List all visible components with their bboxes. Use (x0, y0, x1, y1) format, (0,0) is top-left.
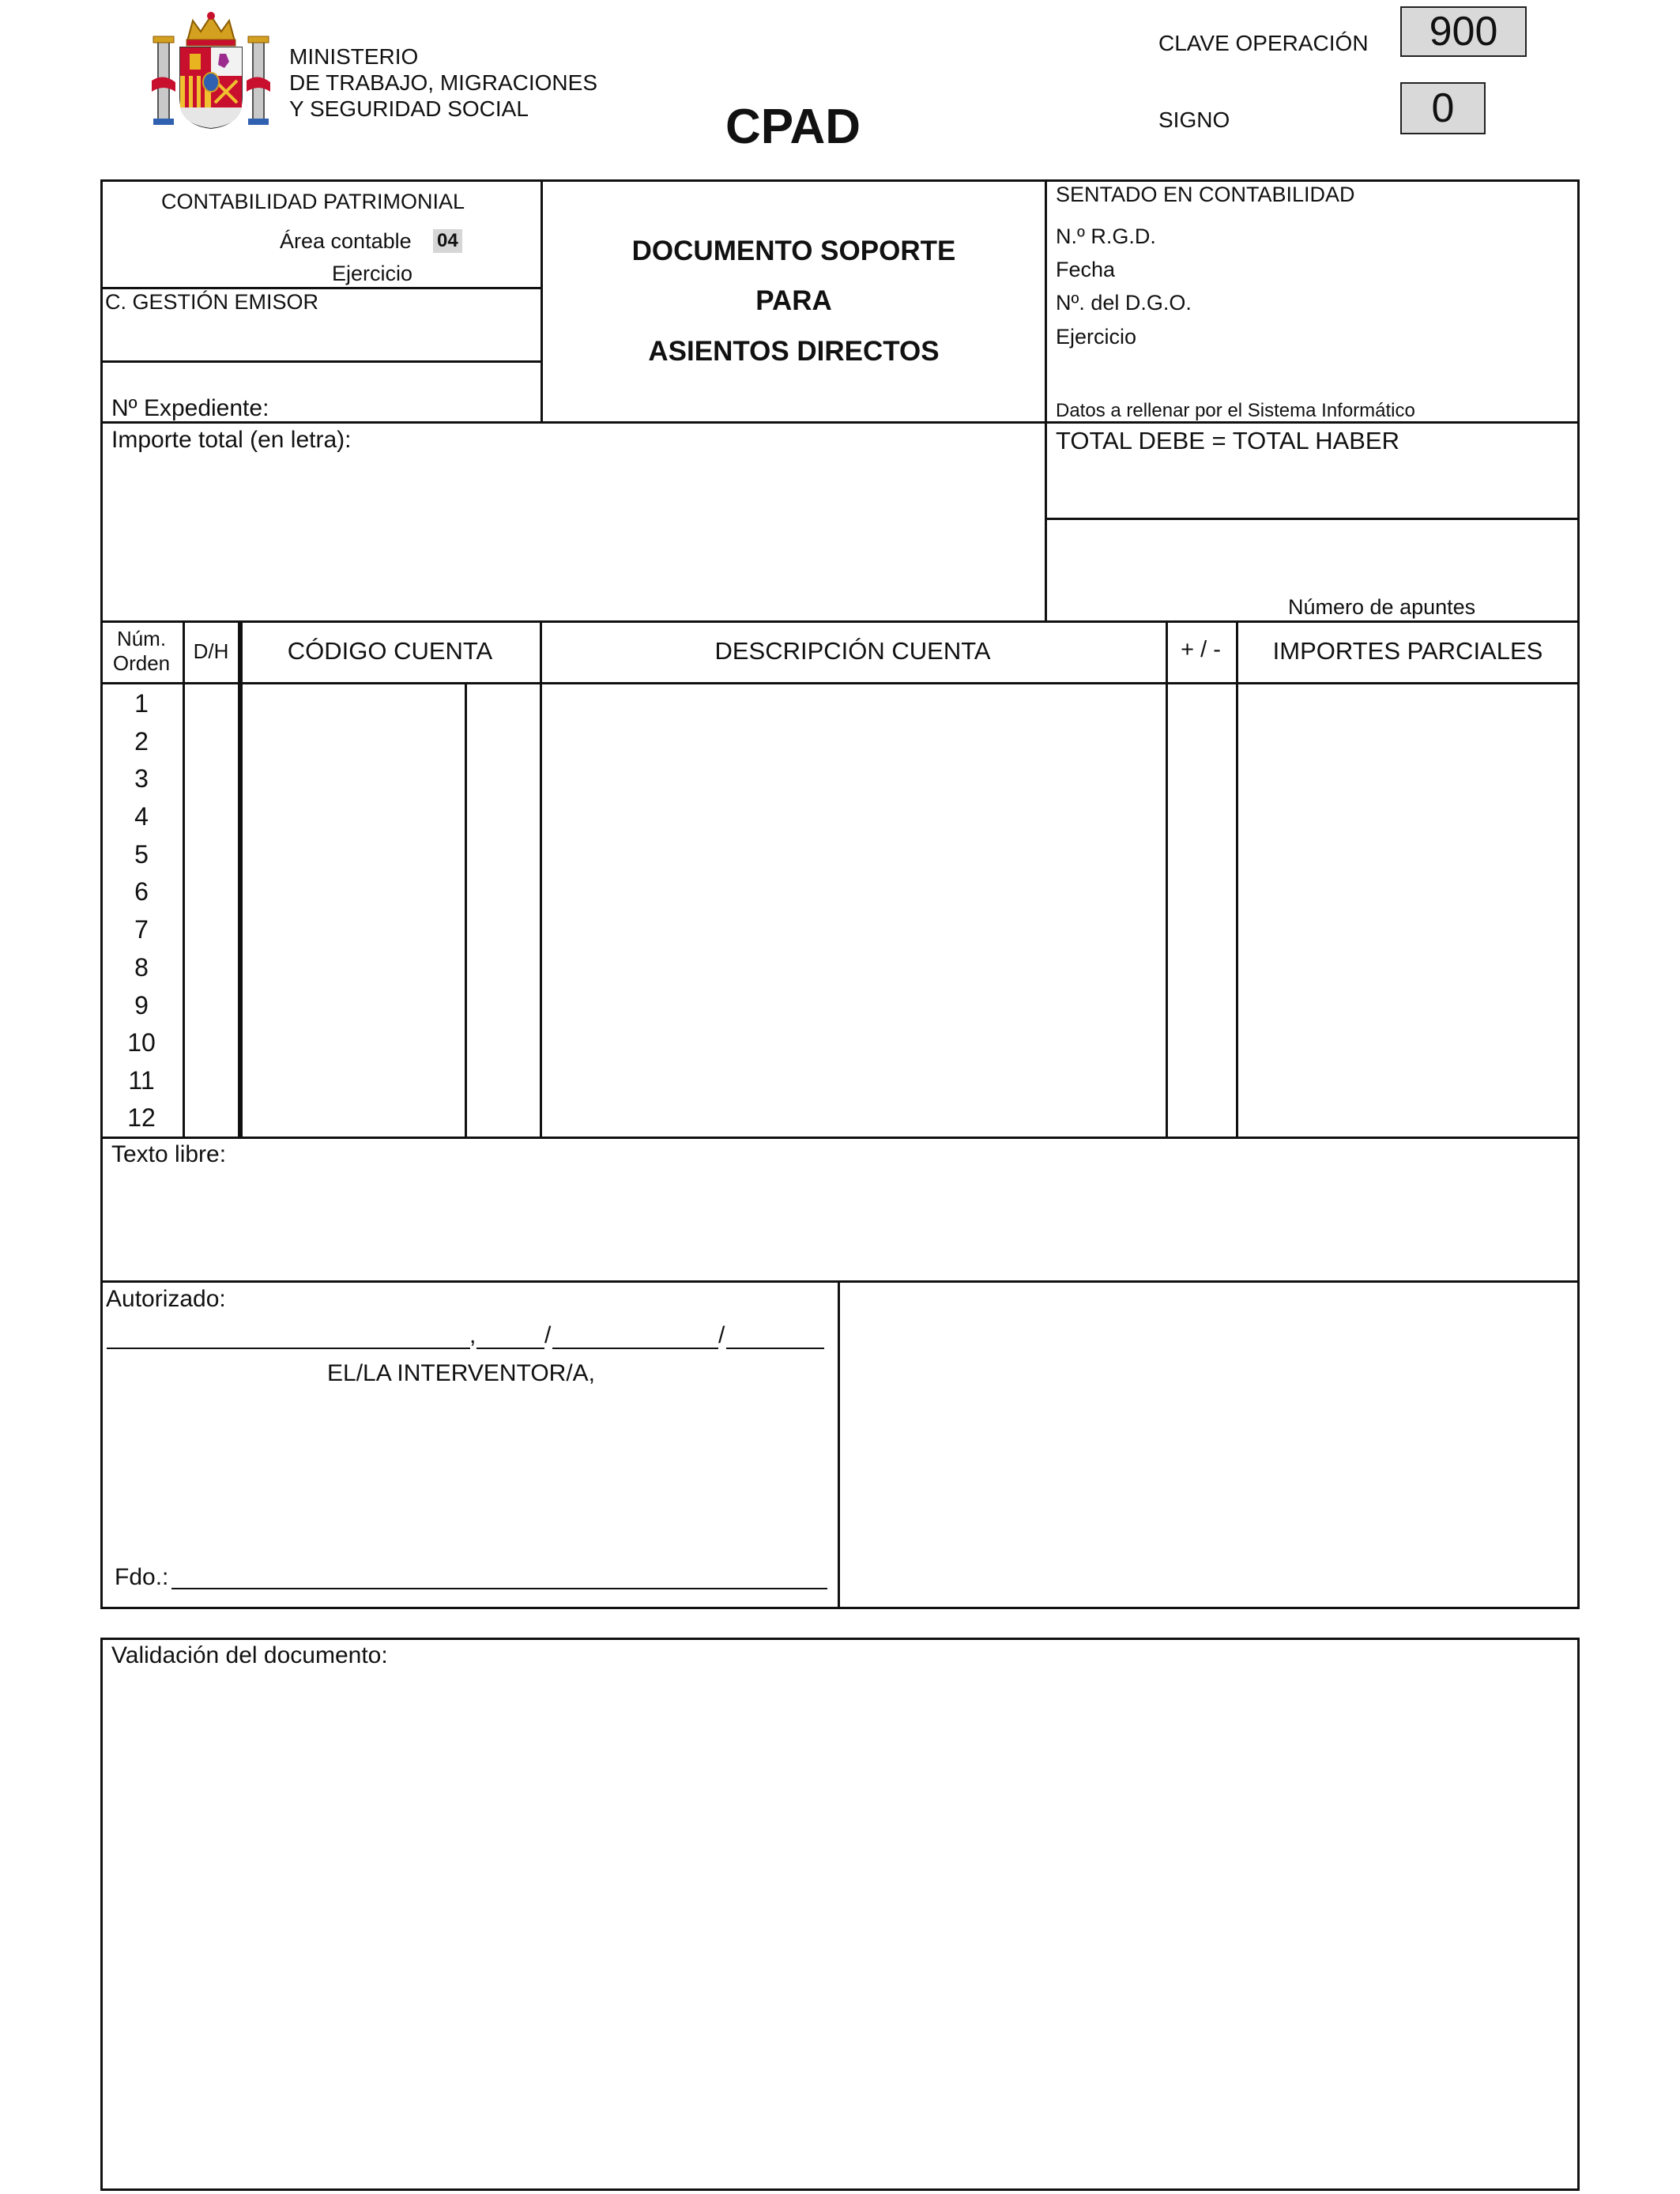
table-row-number: 6 (134, 877, 149, 906)
validacion-label: Validación del documento: (111, 1642, 388, 1668)
table-row-number: 8 (134, 953, 149, 982)
contabilidad-patrimonial-title: CONTABILIDAD PATRIMONIAL (161, 190, 465, 213)
interventor-label: EL/LA INTERVENTOR/A, (327, 1360, 596, 1386)
signo-label: SIGNO (1158, 107, 1230, 132)
autorizado-label: Autorizado: (106, 1286, 226, 1312)
table-row-number: 7 (134, 915, 149, 944)
sentado-note: Datos a rellenar por el Sistema Informático (1056, 400, 1415, 421)
table-row-number: 9 (134, 991, 149, 1020)
document-title-line-2: PARA (755, 285, 832, 316)
table-row-number: 3 (134, 764, 149, 793)
clave-operacion-value: 900 (1400, 6, 1527, 57)
document-title-line-1: DOCUMENTO SOPORTE (631, 236, 956, 266)
document-title-line-3: ASIENTOS DIRECTOS (648, 336, 940, 367)
ministry-line-1: MINISTERIO (289, 44, 419, 69)
area-contable-label: Área contable (280, 229, 412, 253)
signo-value: 0 (1400, 82, 1486, 134)
form-code-title: CPAD (725, 100, 861, 154)
autorizado-separator-2: / (544, 1322, 552, 1348)
table-row-number: 5 (134, 840, 149, 869)
ejercicio-label: Ejercicio (332, 262, 413, 285)
header-codigo-cuenta: CÓDIGO CUENTA (287, 637, 493, 665)
table-row-number: 10 (127, 1028, 156, 1057)
header-dh: D/H (193, 639, 229, 663)
sentado-field-dgo: Nº. del D.G.O. (1056, 291, 1192, 315)
coat-of-arms-logo (152, 9, 270, 130)
sentado-title: SENTADO EN CONTABILIDAD (1056, 183, 1355, 206)
sentado-field-fecha: Fecha (1056, 258, 1116, 281)
header-signo: + / - (1181, 637, 1221, 662)
gestion-emisor-label: C. GESTIÓN EMISOR (105, 290, 319, 314)
clave-operacion-label: CLAVE OPERACIÓN (1158, 31, 1369, 55)
texto-libre-label: Texto libre: (111, 1141, 227, 1167)
area-contable-value[interactable]: 04 (433, 229, 462, 253)
table-row-number: 2 (134, 727, 149, 756)
autorizado-separator-3: / (718, 1322, 725, 1348)
table-row-number: 12 (127, 1103, 156, 1132)
header-importes-parciales: IMPORTES PARCIALES (1272, 637, 1543, 665)
numero-apuntes-label: Número de apuntes (1288, 595, 1476, 619)
expediente-label: Nº Expediente: (111, 395, 269, 421)
header-num-orden-1: Núm. (116, 627, 167, 650)
sentado-field-rgd: N.º R.G.D. (1056, 224, 1156, 248)
header-descripcion-cuenta: DESCRIPCIÓN CUENTA (714, 637, 991, 665)
validacion-box (100, 1638, 1580, 2191)
table-row-number: 4 (134, 802, 149, 831)
ministry-line-2: DE TRABAJO, MIGRACIONES (289, 70, 597, 95)
table-row-number: 1 (134, 689, 149, 718)
ministry-line-3: Y SEGURIDAD SOCIAL (289, 96, 529, 121)
importe-total-label: Importe total (en letra): (111, 427, 352, 453)
total-debe-haber-label: TOTAL DEBE = TOTAL HABER (1056, 427, 1399, 454)
signature-line (171, 1588, 827, 1589)
sentado-field-ejercicio: Ejercicio (1056, 325, 1137, 349)
header-num-orden-2: Orden (112, 651, 171, 675)
autorizado-separator-1: , (469, 1322, 477, 1348)
fdo-label: Fdo.: (115, 1564, 169, 1590)
main-form-border (100, 179, 1580, 1609)
table-row-number: 11 (128, 1066, 155, 1095)
